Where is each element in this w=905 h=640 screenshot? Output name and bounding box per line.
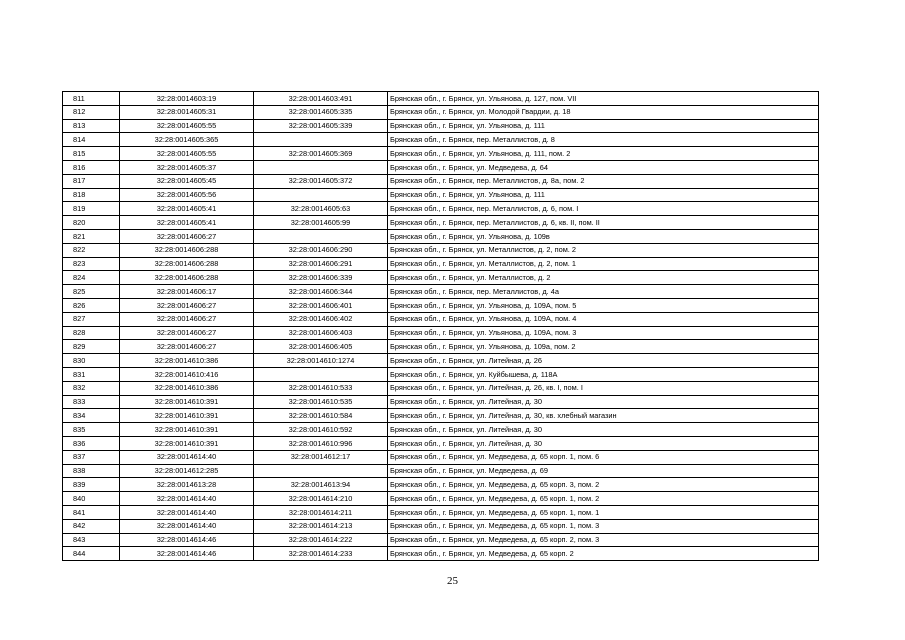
row-number-cell: 838 <box>63 464 120 478</box>
table-row <box>63 285 819 299</box>
registry-table-body <box>63 92 819 561</box>
row-number-cell: 817 <box>63 174 120 188</box>
cadastral-number-cell: 32:28:0014614:40 <box>120 450 254 464</box>
cadastral-number-cell: 32:28:0014606:288 <box>120 271 254 285</box>
row-number-cell: 816 <box>63 160 120 174</box>
object-cadastral-number-cell: 32:28:0014610:996 <box>254 436 388 450</box>
cadastral-number-cell: 32:28:0014603:19 <box>120 92 254 106</box>
address-cell: Брянская обл., г. Брянск, пер. Металлистов, д. 6, кв. II, пом. II <box>388 216 819 230</box>
row-number-cell: 814 <box>63 133 120 147</box>
address-cell: Брянская обл., г. Брянск, ул. Медведева, д. 65 корп. 3, пом. 2 <box>388 478 819 492</box>
address-cell: Брянская обл., г. Брянск, ул. Металлистов, д. 2, пом. 1 <box>388 257 819 271</box>
table-row <box>63 216 819 230</box>
table-row <box>63 105 819 119</box>
address-cell: Брянская обл., г. Брянск, пер. Металлистов, д. 8 <box>388 133 819 147</box>
row-number-cell: 822 <box>63 243 120 257</box>
table-row <box>63 409 819 423</box>
address-cell: Брянская обл., г. Брянск, ул. Медведева, д. 65 корп. 1, пом. 2 <box>388 492 819 506</box>
object-cadastral-number-cell: 32:28:0014605:339 <box>254 119 388 133</box>
object-cadastral-number-cell: 32:28:0014606:344 <box>254 285 388 299</box>
object-cadastral-number-cell: 32:28:0014606:405 <box>254 340 388 354</box>
row-number-cell: 829 <box>63 340 120 354</box>
row-number-cell: 827 <box>63 312 120 326</box>
address-cell: Брянская обл., г. Брянск, ул. Медведева, д. 65 корп. 1, пом. 3 <box>388 519 819 533</box>
row-number-cell: 839 <box>63 478 120 492</box>
address-cell: Брянская обл., г. Брянск, ул. Медведева, д. 65 корп. 2 <box>388 547 819 561</box>
cadastral-number-cell: 32:28:0014605:37 <box>120 160 254 174</box>
address-cell: Брянская обл., г. Брянск, ул. Ульянова, д. 111 <box>388 188 819 202</box>
table-row <box>63 160 819 174</box>
page-number: 25 <box>447 575 458 587</box>
row-number-cell: 831 <box>63 367 120 381</box>
row-number-cell: 830 <box>63 354 120 368</box>
address-cell: Брянская обл., г. Брянск, ул. Медведева, д. 65 корп. 2, пом. 3 <box>388 533 819 547</box>
object-cadastral-number-cell: 32:28:0014610:1274 <box>254 354 388 368</box>
object-cadastral-number-cell: 32:28:0014612:17 <box>254 450 388 464</box>
cadastral-number-cell: 32:28:0014614:46 <box>120 533 254 547</box>
table-row <box>63 505 819 519</box>
row-number-cell: 813 <box>63 119 120 133</box>
row-number-cell: 834 <box>63 409 120 423</box>
row-number-cell: 840 <box>63 492 120 506</box>
table-row <box>63 547 819 561</box>
table-row <box>63 354 819 368</box>
cadastral-number-cell: 32:28:0014605:56 <box>120 188 254 202</box>
object-cadastral-number-cell: 32:28:0014613:94 <box>254 478 388 492</box>
object-cadastral-number-cell: 32:28:0014606:290 <box>254 243 388 257</box>
cadastral-number-cell: 32:28:0014606:27 <box>120 298 254 312</box>
cadastral-number-cell: 32:28:0014614:46 <box>120 547 254 561</box>
table-row <box>63 271 819 285</box>
cadastral-number-cell: 32:28:0014614:40 <box>120 519 254 533</box>
cadastral-number-cell: 32:28:0014613:28 <box>120 478 254 492</box>
object-cadastral-number-cell: 32:28:0014610:592 <box>254 423 388 437</box>
cadastral-number-cell: 32:28:0014606:17 <box>120 285 254 299</box>
address-cell: Брянская обл., г. Брянск, ул. Металлистов, д. 2, пом. 2 <box>388 243 819 257</box>
cadastral-number-cell: 32:28:0014605:41 <box>120 216 254 230</box>
object-cadastral-number-cell: 32:28:0014606:402 <box>254 312 388 326</box>
table-row <box>63 533 819 547</box>
cadastral-number-cell: 32:28:0014610:391 <box>120 409 254 423</box>
object-cadastral-number-cell: 32:28:0014614:210 <box>254 492 388 506</box>
table-row <box>63 478 819 492</box>
row-number-cell: 837 <box>63 450 120 464</box>
address-cell: Брянская обл., г. Брянск, ул. Ульянова, д. 109а, пом. 2 <box>388 340 819 354</box>
object-cadastral-number-cell <box>254 229 388 243</box>
table-row <box>63 395 819 409</box>
cadastral-number-cell: 32:28:0014610:386 <box>120 354 254 368</box>
cadastral-number-cell: 32:28:0014605:55 <box>120 147 254 161</box>
table-row <box>63 147 819 161</box>
address-cell: Брянская обл., г. Брянск, ул. Литейная, д. 30 <box>388 395 819 409</box>
address-cell: Брянская обл., г. Брянск, ул. Ульянова, д. 111 <box>388 119 819 133</box>
table-row <box>63 436 819 450</box>
object-cadastral-number-cell: 32:28:0014614:233 <box>254 547 388 561</box>
object-cadastral-number-cell: 32:28:0014610:584 <box>254 409 388 423</box>
object-cadastral-number-cell: 32:28:0014606:291 <box>254 257 388 271</box>
row-number-cell: 820 <box>63 216 120 230</box>
cadastral-number-cell: 32:28:0014612:285 <box>120 464 254 478</box>
table-row <box>63 326 819 340</box>
cadastral-number-cell: 32:28:0014610:391 <box>120 436 254 450</box>
cadastral-number-cell: 32:28:0014605:55 <box>120 119 254 133</box>
cadastral-number-cell: 32:28:0014614:40 <box>120 492 254 506</box>
object-cadastral-number-cell: 32:28:0014614:211 <box>254 505 388 519</box>
cadastral-number-cell: 32:28:0014614:40 <box>120 505 254 519</box>
cadastral-number-cell: 32:28:0014606:27 <box>120 312 254 326</box>
address-cell: Брянская обл., г. Брянск, ул. Литейная, д. 30 <box>388 436 819 450</box>
table-row <box>63 202 819 216</box>
cadastral-number-cell: 32:28:0014606:288 <box>120 243 254 257</box>
address-cell: Брянская обл., г. Брянск, ул. Литейная, д. 30, кв. хлебный магазин <box>388 409 819 423</box>
object-cadastral-number-cell <box>254 188 388 202</box>
address-cell: Брянская обл., г. Брянск, пер. Металлистов, д. 8а, пом. 2 <box>388 174 819 188</box>
cadastral-number-cell: 32:28:0014605:41 <box>120 202 254 216</box>
table-row <box>63 243 819 257</box>
cadastral-number-cell: 32:28:0014610:391 <box>120 395 254 409</box>
cadastral-number-cell: 32:28:0014606:27 <box>120 326 254 340</box>
cadastral-number-cell: 32:28:0014610:391 <box>120 423 254 437</box>
table-row <box>63 257 819 271</box>
object-cadastral-number-cell <box>254 133 388 147</box>
object-cadastral-number-cell <box>254 464 388 478</box>
address-cell: Брянская обл., г. Брянск, ул. Литейная, д. 30 <box>388 423 819 437</box>
object-cadastral-number-cell: 32:28:0014605:335 <box>254 105 388 119</box>
row-number-cell: 842 <box>63 519 120 533</box>
cadastral-number-cell: 32:28:0014610:386 <box>120 381 254 395</box>
object-cadastral-number-cell: 32:28:0014614:222 <box>254 533 388 547</box>
row-number-cell: 812 <box>63 105 120 119</box>
table-row <box>63 312 819 326</box>
address-cell: Брянская обл., г. Брянск, ул. Медведева, д. 64 <box>388 160 819 174</box>
object-cadastral-number-cell: 32:28:0014606:401 <box>254 298 388 312</box>
table-row <box>63 174 819 188</box>
cadastral-number-cell: 32:28:0014605:365 <box>120 133 254 147</box>
row-number-cell: 843 <box>63 533 120 547</box>
cadastral-number-cell: 32:28:0014610:416 <box>120 367 254 381</box>
address-cell: Брянская обл., г. Брянск, ул. Ульянова, д. 109А, пом. 5 <box>388 298 819 312</box>
cadastral-number-cell: 32:28:0014605:45 <box>120 174 254 188</box>
row-number-cell: 832 <box>63 381 120 395</box>
table-row <box>63 450 819 464</box>
row-number-cell: 818 <box>63 188 120 202</box>
table-row <box>63 464 819 478</box>
address-cell: Брянская обл., г. Брянск, ул. Ульянова, д. 127, пом. VII <box>388 92 819 106</box>
row-number-cell: 825 <box>63 285 120 299</box>
row-number-cell: 821 <box>63 229 120 243</box>
address-cell: Брянская обл., г. Брянск, ул. Литейная, д. 26 <box>388 354 819 368</box>
row-number-cell: 835 <box>63 423 120 437</box>
object-cadastral-number-cell: 32:28:0014605:63 <box>254 202 388 216</box>
table-row <box>63 340 819 354</box>
address-cell: Брянская обл., г. Брянск, ул. Ульянова, д. 109А, пом. 3 <box>388 326 819 340</box>
object-cadastral-number-cell: 32:28:0014603:491 <box>254 92 388 106</box>
row-number-cell: 823 <box>63 257 120 271</box>
row-number-cell: 828 <box>63 326 120 340</box>
cadastral-number-cell: 32:28:0014606:288 <box>120 257 254 271</box>
row-number-cell: 836 <box>63 436 120 450</box>
object-cadastral-number-cell: 32:28:0014605:369 <box>254 147 388 161</box>
row-number-cell: 833 <box>63 395 120 409</box>
object-cadastral-number-cell: 32:28:0014610:533 <box>254 381 388 395</box>
table-row <box>63 133 819 147</box>
property-registry-table <box>62 91 819 561</box>
address-cell: Брянская обл., г. Брянск, ул. Металлистов, д. 2 <box>388 271 819 285</box>
address-cell: Брянская обл., г. Брянск, пер. Металлистов, д. 6, пом. I <box>388 202 819 216</box>
address-cell: Брянская обл., г. Брянск, ул. Ульянова, д. 109в <box>388 229 819 243</box>
row-number-cell: 826 <box>63 298 120 312</box>
address-cell: Брянская обл., г. Брянск, ул. Литейная, д. 26, кв. I, пом. I <box>388 381 819 395</box>
object-cadastral-number-cell: 32:28:0014614:213 <box>254 519 388 533</box>
table-row <box>63 229 819 243</box>
object-cadastral-number-cell: 32:28:0014605:372 <box>254 174 388 188</box>
object-cadastral-number-cell <box>254 367 388 381</box>
object-cadastral-number-cell: 32:28:0014605:99 <box>254 216 388 230</box>
row-number-cell: 819 <box>63 202 120 216</box>
address-cell: Брянская обл., г. Брянск, пер. Металлистов, д. 4а <box>388 285 819 299</box>
table-row <box>63 367 819 381</box>
table-row <box>63 519 819 533</box>
address-cell: Брянская обл., г. Брянск, ул. Медведева, д. 65 корп. 1, пом. 1 <box>388 505 819 519</box>
table-row <box>63 92 819 106</box>
address-cell: Брянская обл., г. Брянск, ул. Ульянова, д. 109А, пом. 4 <box>388 312 819 326</box>
object-cadastral-number-cell: 32:28:0014606:403 <box>254 326 388 340</box>
address-cell: Брянская обл., г. Брянск, ул. Ульянова, д. 111, пом. 2 <box>388 147 819 161</box>
object-cadastral-number-cell <box>254 160 388 174</box>
cadastral-number-cell: 32:28:0014606:27 <box>120 229 254 243</box>
cadastral-number-cell: 32:28:0014605:31 <box>120 105 254 119</box>
object-cadastral-number-cell: 32:28:0014606:339 <box>254 271 388 285</box>
table-row <box>63 381 819 395</box>
row-number-cell: 841 <box>63 505 120 519</box>
table-row <box>63 188 819 202</box>
address-cell: Брянская обл., г. Брянск, ул. Куйбышева, д. 118А <box>388 367 819 381</box>
table-row <box>63 298 819 312</box>
address-cell: Брянская обл., г. Брянск, ул. Медведева, д. 65 корп. 1, пом. 6 <box>388 450 819 464</box>
table-row <box>63 492 819 506</box>
address-cell: Брянская обл., г. Брянск, ул. Молодой Гвардии, д. 18 <box>388 105 819 119</box>
row-number-cell: 824 <box>63 271 120 285</box>
object-cadastral-number-cell: 32:28:0014610:535 <box>254 395 388 409</box>
address-cell: Брянская обл., г. Брянск, ул. Медведева, д. 69 <box>388 464 819 478</box>
table-row <box>63 423 819 437</box>
row-number-cell: 815 <box>63 147 120 161</box>
table-row <box>63 119 819 133</box>
cadastral-number-cell: 32:28:0014606:27 <box>120 340 254 354</box>
row-number-cell: 844 <box>63 547 120 561</box>
row-number-cell: 811 <box>63 92 120 106</box>
